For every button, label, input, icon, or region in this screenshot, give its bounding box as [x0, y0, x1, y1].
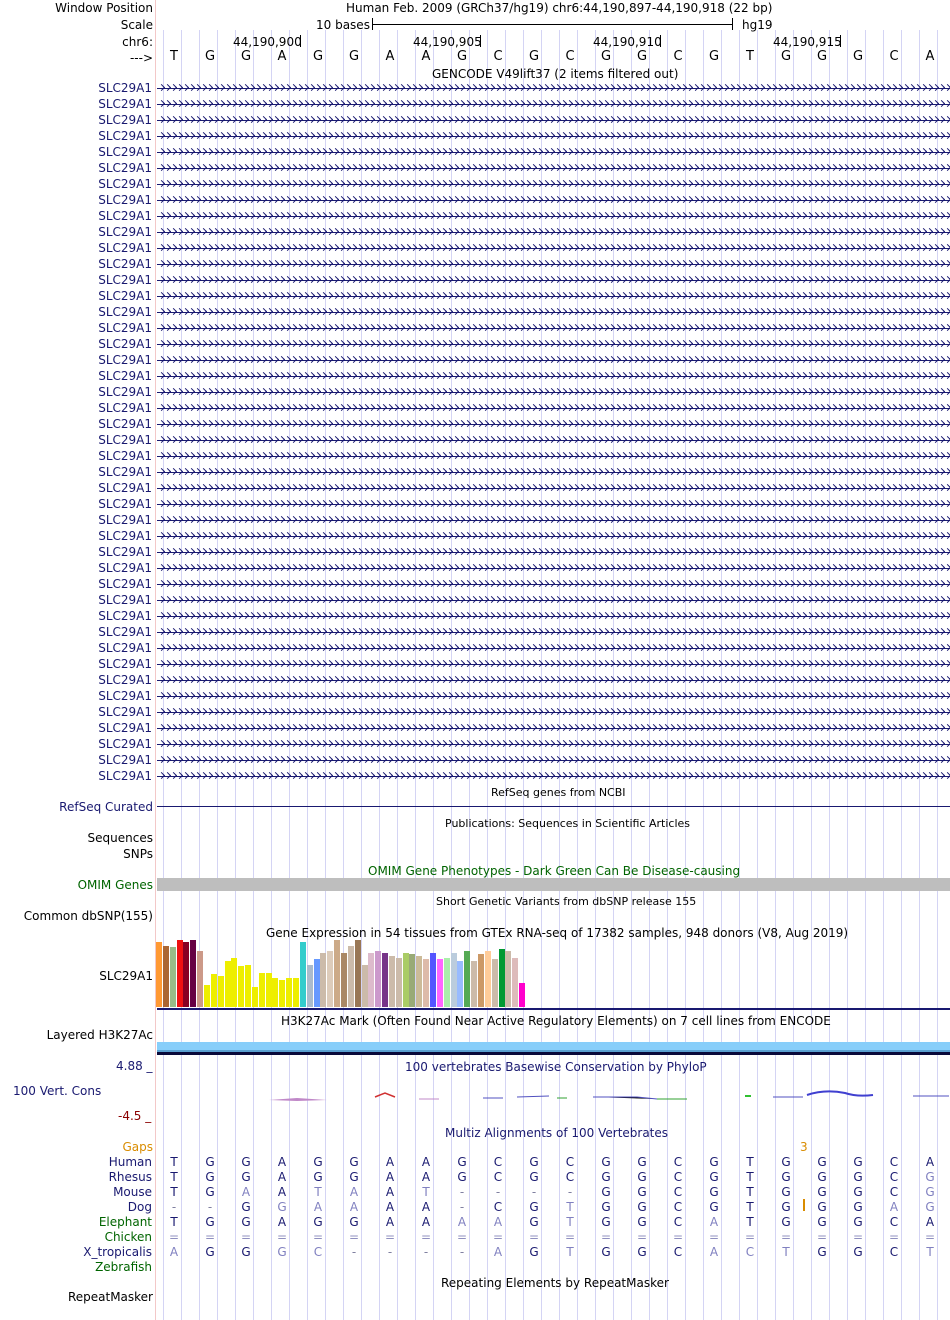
gene-label-slc29a1[interactable]: SLC29A1 — [0, 593, 152, 607]
strand-arrow — [944, 468, 950, 475]
base-letter[interactable]: G — [527, 49, 541, 64]
gene-label-slc29a1[interactable]: SLC29A1 — [0, 529, 152, 543]
gene-label-slc29a1[interactable]: SLC29A1 — [0, 369, 152, 383]
strand-arrow — [944, 484, 950, 491]
base-letter[interactable]: G — [203, 49, 217, 64]
base-letter[interactable]: G — [311, 49, 325, 64]
gene-label-slc29a1[interactable]: SLC29A1 — [0, 113, 152, 127]
gene-label-slc29a1[interactable]: SLC29A1 — [0, 545, 152, 559]
gencode-track-title: GENCODE V49lift37 (2 items filtered out) — [432, 67, 678, 81]
ruler-tick — [480, 35, 481, 47]
grid-line — [937, 30, 938, 1320]
strand-arrow — [944, 404, 950, 411]
gene-label-slc29a1[interactable]: SLC29A1 — [0, 161, 152, 175]
grid-line — [433, 30, 434, 1320]
base-letter[interactable]: G — [239, 49, 253, 64]
window-position-label: Window Position — [55, 1, 153, 15]
gene-label-slc29a1[interactable]: SLC29A1 — [0, 209, 152, 223]
strand-arrow — [944, 116, 950, 123]
base-letter[interactable]: G — [599, 49, 613, 64]
base-letter[interactable]: A — [923, 49, 937, 64]
grid-line — [739, 30, 740, 1320]
gene-label-slc29a1[interactable]: SLC29A1 — [0, 241, 152, 255]
gene-label-slc29a1[interactable]: SLC29A1 — [0, 481, 152, 495]
base-letter[interactable]: G — [779, 49, 793, 64]
base-letter[interactable]: C — [563, 49, 577, 64]
base-letter[interactable]: G — [635, 49, 649, 64]
base-letter[interactable]: T — [167, 49, 181, 64]
gene-label-slc29a1[interactable]: SLC29A1 — [0, 561, 152, 575]
grid-line — [757, 30, 758, 1320]
strand-label: ---> — [130, 51, 153, 65]
grid-line — [397, 30, 398, 1320]
grid-line — [379, 30, 380, 1320]
gene-label-slc29a1[interactable]: SLC29A1 — [0, 81, 152, 95]
base-letter[interactable]: G — [455, 49, 469, 64]
gene-label-slc29a1[interactable]: SLC29A1 — [0, 257, 152, 271]
gene-label-slc29a1[interactable]: SLC29A1 — [0, 465, 152, 479]
grid-line — [793, 30, 794, 1320]
strand-arrow — [944, 308, 950, 315]
gene-label-slc29a1[interactable]: SLC29A1 — [0, 401, 152, 415]
grid-line — [307, 30, 308, 1320]
gene-label-slc29a1[interactable]: SLC29A1 — [0, 97, 152, 111]
grid-line — [343, 30, 344, 1320]
ruler-position-label: 44,190,905 — [413, 35, 477, 49]
base-letter[interactable]: C — [671, 49, 685, 64]
strand-arrow — [944, 260, 950, 267]
grid-line — [289, 30, 290, 1320]
gene-label-slc29a1[interactable]: SLC29A1 — [0, 609, 152, 623]
gene-label-slc29a1[interactable]: SLC29A1 — [0, 193, 152, 207]
gene-label-slc29a1[interactable]: SLC29A1 — [0, 225, 152, 239]
ruler-position-label: 44,190,900 — [233, 35, 297, 49]
base-letter[interactable]: A — [275, 49, 289, 64]
ruler-tick — [660, 35, 661, 47]
grid-line — [919, 30, 920, 1320]
scale-bar — [372, 24, 733, 25]
grid-line — [685, 30, 686, 1320]
base-letter[interactable]: G — [815, 49, 829, 64]
base-letter[interactable]: G — [851, 49, 865, 64]
strand-arrow — [944, 148, 950, 155]
strand-arrow — [944, 340, 950, 347]
chrom-label: chr6: — [122, 35, 153, 49]
strand-arrow — [944, 244, 950, 251]
strand-arrow — [944, 228, 950, 235]
base-letter[interactable]: C — [887, 49, 901, 64]
strand-arrow — [944, 436, 950, 443]
grid-line — [361, 30, 362, 1320]
gene-label-slc29a1[interactable]: SLC29A1 — [0, 577, 152, 591]
strand-arrow — [944, 500, 950, 507]
strand-arrow — [944, 516, 950, 523]
gene-label-slc29a1[interactable]: SLC29A1 — [0, 433, 152, 447]
base-letter[interactable]: G — [347, 49, 361, 64]
grid-line — [181, 30, 182, 1320]
strand-arrow — [944, 532, 950, 539]
strand-arrow — [944, 196, 950, 203]
gene-label-slc29a1[interactable]: SLC29A1 — [0, 177, 152, 191]
strand-arrow — [944, 84, 950, 91]
ruler-position-label: 44,190,910 — [593, 35, 657, 49]
scale-text: 10 bases — [316, 18, 370, 32]
base-letter[interactable]: C — [491, 49, 505, 64]
strand-arrow — [944, 292, 950, 299]
gene-label-slc29a1[interactable]: SLC29A1 — [0, 321, 152, 335]
gene-label-slc29a1[interactable]: SLC29A1 — [0, 289, 152, 303]
base-letter[interactable]: T — [743, 49, 757, 64]
grid-line — [163, 30, 164, 1320]
strand-arrow — [944, 212, 950, 219]
gene-label-slc29a1[interactable]: SLC29A1 — [0, 513, 152, 527]
strand-arrow — [944, 324, 950, 331]
gene-label-slc29a1[interactable]: SLC29A1 — [0, 449, 152, 463]
grid-line — [199, 30, 200, 1320]
gene-label-slc29a1[interactable]: SLC29A1 — [0, 625, 152, 639]
gene-label-slc29a1[interactable]: SLC29A1 — [0, 353, 152, 367]
strand-arrow — [944, 420, 950, 427]
assembly-title: Human Feb. 2009 (GRCh37/hg19) chr6:44,190,897-44,190,918 (22 bp) — [346, 1, 772, 15]
ruler-tick — [300, 35, 301, 47]
gene-label-slc29a1[interactable]: SLC29A1 — [0, 305, 152, 319]
grid-line — [901, 30, 902, 1320]
scale-bar-right-tick — [732, 18, 733, 30]
grid-line — [217, 30, 218, 1320]
grid-line — [703, 30, 704, 1320]
gene-label-slc29a1[interactable]: SLC29A1 — [0, 497, 152, 511]
gene-label-slc29a1[interactable]: SLC29A1 — [0, 129, 152, 143]
db-label: hg19 — [742, 18, 773, 32]
ruler-position-label: 44,190,915 — [773, 35, 837, 49]
strand-arrow — [944, 372, 950, 379]
strand-arrow — [944, 356, 950, 363]
grid-line — [271, 30, 272, 1320]
strand-arrow — [944, 452, 950, 459]
gene-label-slc29a1[interactable]: SLC29A1 — [0, 641, 152, 655]
gene-label-slc29a1[interactable]: SLC29A1 — [0, 385, 152, 399]
strand-arrow — [944, 100, 950, 107]
grid-line — [325, 30, 326, 1320]
base-letter[interactable]: A — [383, 49, 397, 64]
base-letter[interactable]: A — [419, 49, 433, 64]
grid-line — [721, 30, 722, 1320]
grid-line — [883, 30, 884, 1320]
strand-arrow — [944, 180, 950, 187]
label-separator — [155, 0, 156, 1320]
grid-line — [847, 30, 848, 1320]
scale-label: Scale — [121, 18, 153, 32]
grid-line — [811, 30, 812, 1320]
strand-arrow — [944, 276, 950, 283]
strand-arrow — [944, 164, 950, 171]
grid-line — [865, 30, 866, 1320]
gene-label-slc29a1[interactable]: SLC29A1 — [0, 417, 152, 431]
gene-label-slc29a1[interactable]: SLC29A1 — [0, 273, 152, 287]
strand-arrow — [944, 132, 950, 139]
gene-label-slc29a1[interactable]: SLC29A1 — [0, 145, 152, 159]
base-letter[interactable]: G — [707, 49, 721, 64]
strand-arrow — [944, 388, 950, 395]
ruler-tick — [840, 35, 841, 47]
grid-line — [235, 30, 236, 1320]
grid-line — [415, 30, 416, 1320]
grid-line — [253, 30, 254, 1320]
grid-line — [829, 30, 830, 1320]
grid-line — [775, 30, 776, 1320]
gene-label-slc29a1[interactable]: SLC29A1 — [0, 657, 152, 671]
gene-label-slc29a1[interactable]: SLC29A1 — [0, 337, 152, 351]
